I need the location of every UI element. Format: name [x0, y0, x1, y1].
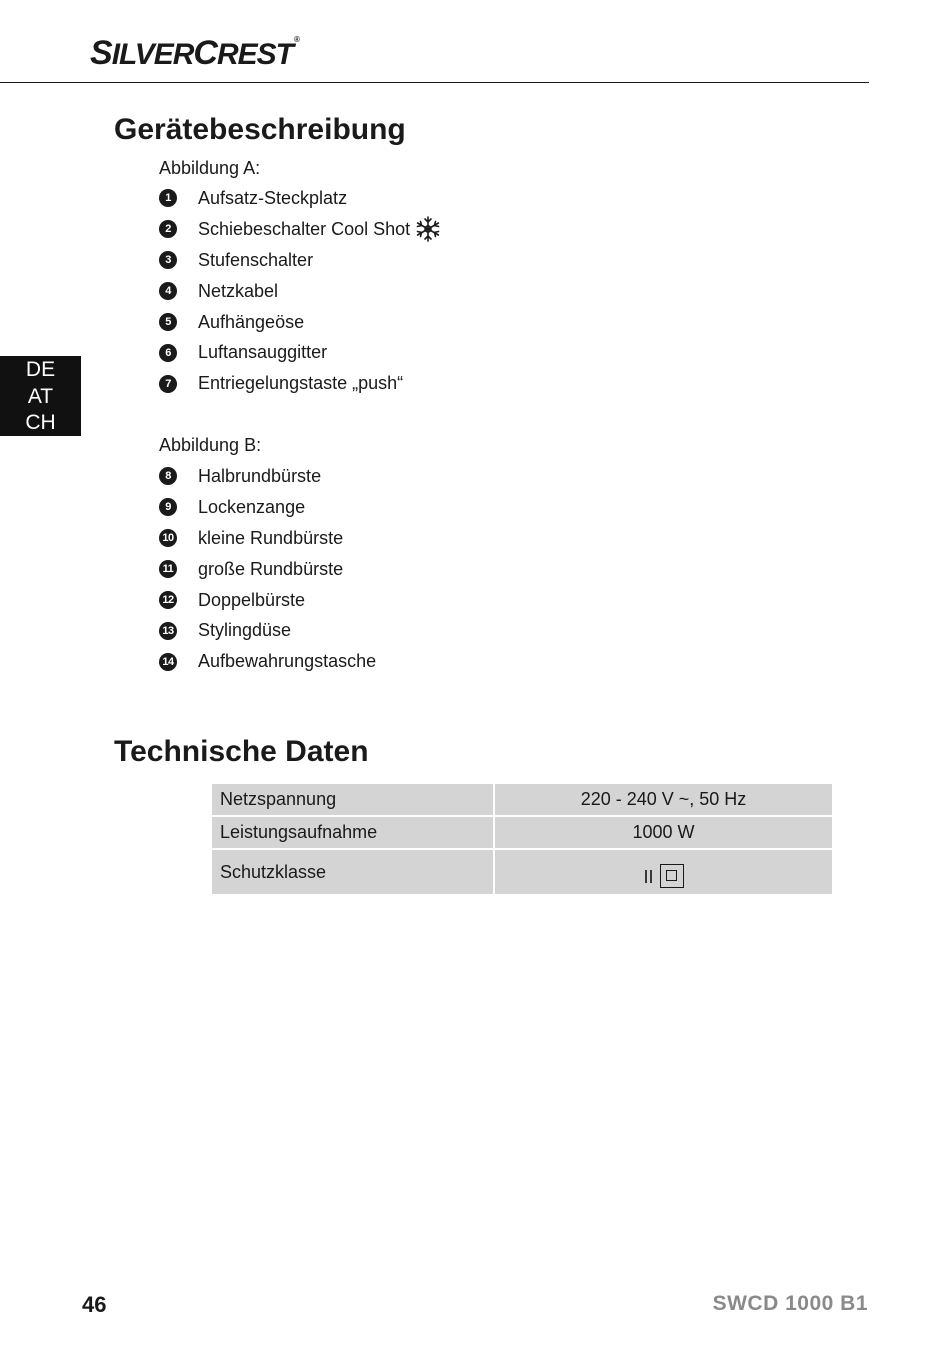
table-row: [212, 817, 832, 848]
spec-value: [495, 850, 832, 894]
item-text: Lockenzange: [198, 496, 306, 517]
item-number: 12: [159, 591, 177, 609]
item-number: 10: [159, 529, 177, 547]
model-number: SWCD 1000 B1: [712, 1292, 868, 1315]
item-text: Aufhängeöse: [198, 311, 305, 332]
list-item: [159, 492, 376, 523]
protection-class-ii-icon: [660, 864, 684, 888]
item-number: 5: [159, 313, 177, 331]
item-number: 14: [159, 653, 177, 671]
spec-key: Netzspannung: [212, 784, 493, 815]
spec-value: 1000 W: [495, 817, 832, 848]
list-item: [159, 183, 442, 214]
item-text: Netzkabel: [198, 280, 279, 301]
list-item: [159, 585, 376, 616]
item-number: 7: [159, 375, 177, 393]
spec-key: Leistungsaufnahme: [212, 817, 493, 848]
item-number: 9: [159, 498, 177, 516]
item-number: 11: [159, 560, 177, 578]
item-text: Aufbewahrungstasche: [198, 651, 377, 672]
lang-at: AT: [27, 384, 54, 408]
list-item: [159, 646, 376, 677]
section-title-tech: Technische Daten: [114, 735, 369, 768]
language-tab: [0, 356, 81, 436]
spec-value: 220 - 240 V ~, 50 Hz: [495, 784, 832, 815]
list-item: [159, 554, 376, 585]
item-text: Doppelbürste: [198, 589, 306, 610]
item-number: 4: [159, 282, 177, 300]
tech-specs-table: [210, 782, 834, 896]
list-item: [159, 368, 442, 399]
lang-de: DE: [25, 358, 56, 381]
item-number: 3: [159, 251, 177, 269]
list-item: [159, 461, 376, 492]
item-text: Entriegelungstaste „push“: [198, 373, 404, 394]
item-number: 13: [159, 622, 177, 640]
list-item: [159, 276, 442, 307]
snowflake-icon: [414, 215, 442, 243]
list-item: [159, 307, 442, 338]
section-title-description: Gerätebeschreibung: [114, 113, 406, 146]
figure-a-list: [159, 183, 442, 399]
list-item: [159, 337, 442, 368]
item-number: 6: [159, 344, 177, 362]
item-text: Stufenschalter: [198, 249, 314, 270]
item-text: kleine Rundbürste: [198, 527, 344, 548]
item-number: 1: [159, 189, 177, 207]
item-text: große Rundbürste: [198, 558, 344, 579]
page-number: 46: [82, 1292, 107, 1317]
brand-logo: SILVERCREST®: [90, 34, 299, 72]
lang-ch: CH: [25, 411, 56, 434]
protection-class-text: II: [643, 867, 654, 887]
table-row: [212, 850, 832, 894]
item-text: Aufsatz-Steckplatz: [198, 187, 348, 208]
figure-b-list: [159, 461, 376, 677]
item-text: Schiebeschalter Cool Shot: [198, 218, 411, 239]
item-text: Halbrundbürste: [198, 465, 322, 486]
item-number: 2: [159, 220, 177, 238]
item-number: 8: [159, 467, 177, 485]
list-item: [159, 245, 442, 276]
list-item: [159, 523, 376, 554]
item-text: Luftansauggitter: [198, 342, 328, 363]
figure-b-label: Abbildung B:: [159, 435, 262, 455]
figure-a-label: Abbildung A:: [159, 158, 261, 178]
item-text: Stylingdüse: [198, 620, 292, 641]
list-item: [159, 214, 442, 245]
table-row: [212, 784, 832, 815]
header-divider: [0, 82, 869, 83]
list-item: [159, 615, 376, 646]
spec-key: Schutzklasse: [212, 850, 493, 894]
